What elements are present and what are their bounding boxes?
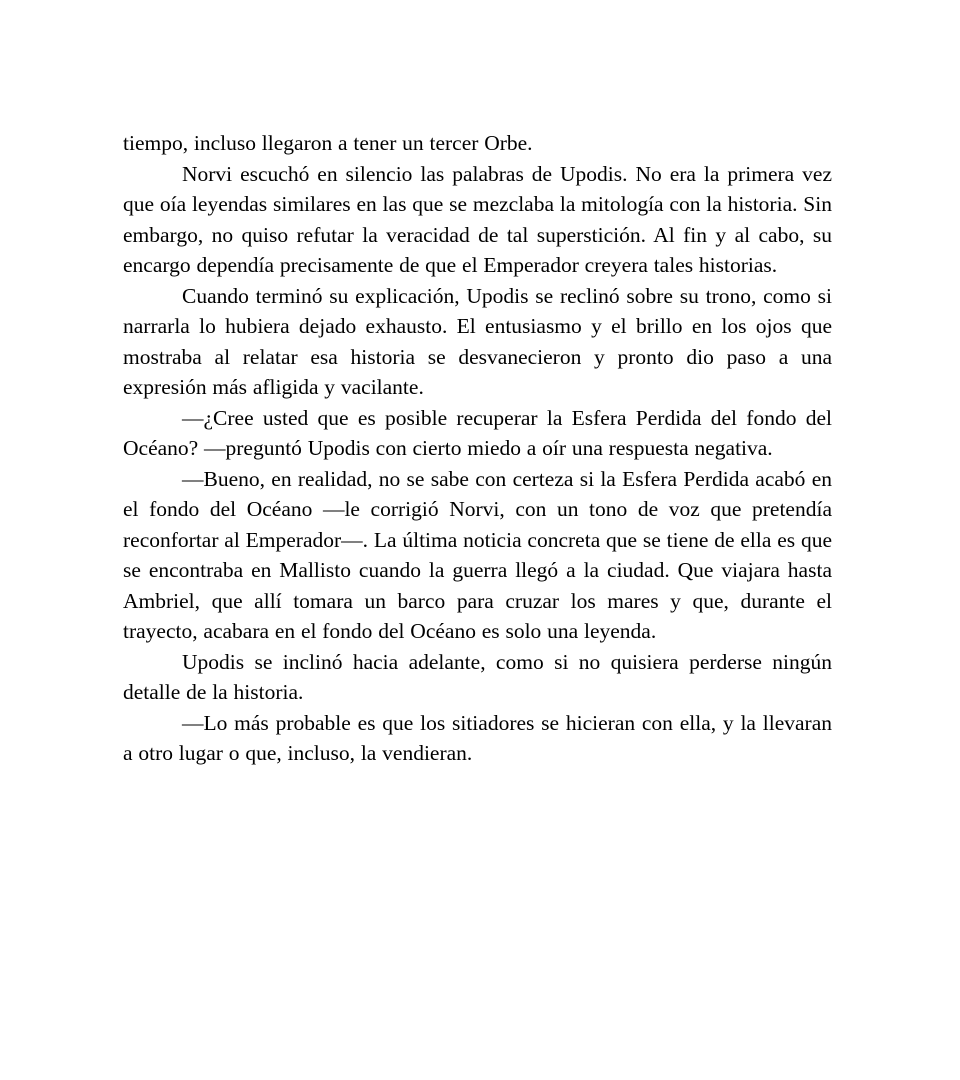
paragraph: Norvi escuchó en silencio las palabras de Upodis. No era la primera vez que oía leyendas similares en las que se mezclaba la mitología con la historia. Sin embargo, no quiso refutar la veracidad de tal superstición. Al fin y al cabo, su encargo dependía precisamente de que el Emperador creyera tales historias.: [123, 161, 832, 277]
paragraph: Upodis se inclinó hacia adelante, como si no quisiera perderse ningún detalle de la historia.: [123, 649, 832, 704]
paragraph-continuation: tiempo, incluso llegaron a tener un tercer Orbe.: [123, 131, 533, 155]
paragraph-dialogue: —Bueno, en realidad, no se sabe con certeza si la Esfera Perdida acabó en el fondo del Océano —le corrigió Norvi, con un tono de voz que pretendía reconfortar al Emperador—. La última noticia concreta que se tiene de ella es que se encontraba en Mallisto cuando la guerra llegó a la ciudad. Que viajara hasta Ambriel, que allí tomara un barco para cruzar los mares y que, durante el trayecto, acabara en el fondo del Océano es solo una leyenda.: [123, 466, 832, 643]
body-text: [123, 128, 832, 769]
paragraph: Cuando terminó su explicación, Upodis se reclinó sobre su trono, como si narrarla lo hubiera dejado exhausto. El entusiasmo y el brillo en los ojos que mostraba al relatar esa historia se desvanecieron y pronto dio paso a una expresión más afligida y vacilante.: [123, 283, 832, 399]
paragraph-dialogue: —¿Cree usted que es posible recuperar la Esfera Perdida del fondo del Océano? —preguntó Upodis con cierto miedo a oír una respuesta negativa.: [123, 405, 832, 460]
paragraph-dialogue: —Lo más probable es que los sitiadores se hicieran con ella, y la llevaran a otro lugar o que, incluso, la vendieran.: [123, 710, 832, 765]
